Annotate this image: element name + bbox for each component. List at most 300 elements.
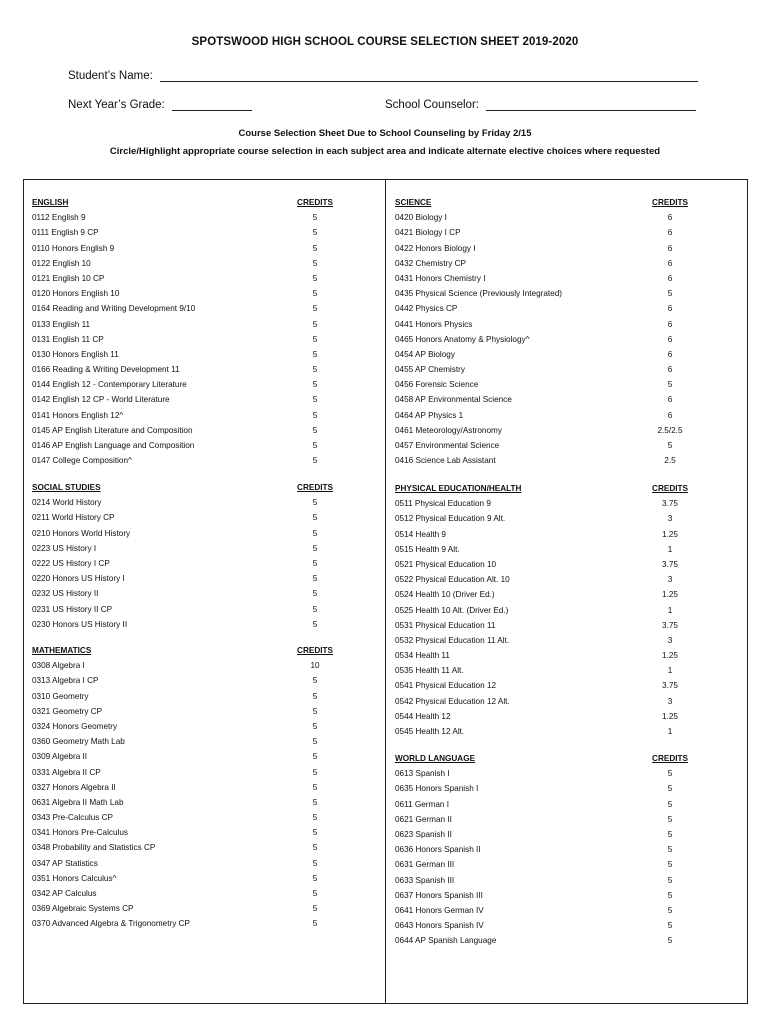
course-row[interactable] bbox=[395, 347, 740, 362]
course-name: 0146 AP English Language and Composition bbox=[32, 441, 195, 450]
course-credits: 5 bbox=[312, 782, 318, 792]
course-name: 0457 Environmental Science bbox=[395, 441, 500, 450]
course-name: 0112 English 9 bbox=[32, 213, 86, 223]
course-row[interactable] bbox=[32, 423, 372, 438]
course-row[interactable] bbox=[32, 765, 372, 780]
course-row[interactable] bbox=[395, 362, 740, 377]
course-name: 0542 Physical Education 12 Alt. bbox=[395, 696, 510, 706]
course-row[interactable] bbox=[395, 286, 740, 301]
course-name: 0521 Physical Education 10 bbox=[395, 559, 497, 569]
course-credits: 1.25 bbox=[662, 711, 678, 721]
course-name: 0343 Pre-Calculus CP bbox=[32, 813, 114, 823]
course-row[interactable] bbox=[395, 392, 740, 407]
english-section bbox=[32, 195, 372, 468]
course-row[interactable] bbox=[32, 526, 372, 541]
course-row[interactable] bbox=[395, 678, 740, 693]
course-row[interactable] bbox=[395, 572, 740, 587]
course-name: 0456 Forensic Science bbox=[395, 380, 479, 390]
course-credits: 6 bbox=[667, 258, 673, 268]
course-credits: 5 bbox=[312, 721, 318, 731]
course-credits: 3 bbox=[667, 514, 673, 524]
section-heading: ENGLISH bbox=[32, 198, 69, 207]
course-row[interactable] bbox=[395, 377, 740, 392]
course-row[interactable] bbox=[395, 423, 740, 438]
course-name: 0230 Honors US History II bbox=[32, 619, 128, 629]
course-credits: 5 bbox=[312, 319, 318, 329]
course-name: 0416 Science Lab Assistant bbox=[395, 456, 496, 466]
course-name: 0524 Health 10 (Driver Ed.) bbox=[395, 590, 495, 600]
course-credits: 6 bbox=[667, 395, 673, 405]
course-credits: 5 bbox=[312, 676, 318, 686]
course-credits: 5 bbox=[312, 752, 318, 762]
course-name: 0465 Honors Anatomy & Physiology^ bbox=[395, 334, 530, 344]
course-name: 0341 Honors Pre-Calculus bbox=[32, 828, 129, 838]
course-name: 0613 Spanish I bbox=[395, 769, 450, 779]
course-row[interactable] bbox=[32, 602, 372, 617]
course-credits: 5 bbox=[312, 273, 318, 283]
course-name: 0166 Reading & Writing Development 11 bbox=[32, 365, 180, 375]
course-name: 0631 German III bbox=[395, 860, 455, 870]
course-row[interactable] bbox=[395, 271, 740, 286]
course-row[interactable] bbox=[395, 618, 740, 633]
course-credits: 5 bbox=[312, 691, 318, 701]
course-credits: 5 bbox=[312, 334, 318, 344]
course-row[interactable] bbox=[395, 888, 740, 903]
course-credits: 5 bbox=[312, 797, 318, 807]
course-name: 0535 Health 11 Alt. bbox=[395, 666, 464, 676]
course-row[interactable] bbox=[32, 749, 372, 764]
course-credits: 5 bbox=[312, 574, 318, 584]
course-name: 0310 Geometry bbox=[32, 691, 89, 701]
course-credits: 5 bbox=[667, 380, 673, 390]
course-credits: 1 bbox=[667, 605, 673, 615]
course-name: 0461 Meteorology/Astronomy bbox=[395, 425, 502, 435]
due-note: Course Selection Sheet Due to School Counseling by Friday 2/15 bbox=[238, 128, 532, 139]
course-row[interactable] bbox=[395, 724, 740, 739]
course-row[interactable] bbox=[32, 438, 372, 453]
course-name: 0636 Honors Spanish II bbox=[395, 845, 481, 855]
course-row[interactable] bbox=[395, 317, 740, 332]
course-row[interactable] bbox=[32, 541, 372, 556]
course-name: 0147 College Composition^ bbox=[32, 456, 132, 466]
course-name: 0633 Spanish III bbox=[395, 875, 455, 885]
credits-heading: CREDITS bbox=[297, 198, 333, 207]
course-name: 0441 Honors Physics bbox=[395, 319, 473, 329]
course-credits: 5 bbox=[312, 843, 318, 853]
counselor-field[interactable] bbox=[385, 99, 696, 111]
course-credits: 10 bbox=[310, 661, 320, 671]
course-row[interactable] bbox=[395, 842, 740, 857]
course-name: 0222 US History I CP bbox=[32, 558, 110, 568]
course-credits: 6 bbox=[667, 228, 673, 238]
course-name: 0220 Honors US History I bbox=[32, 574, 125, 584]
course-row[interactable] bbox=[395, 301, 740, 316]
course-credits: 5 bbox=[312, 243, 318, 253]
course-credits: 5 bbox=[667, 921, 673, 931]
section-heading: SOCIAL STUDIES bbox=[32, 483, 101, 492]
course-credits: 5 bbox=[667, 289, 673, 299]
course-credits: 5 bbox=[312, 828, 318, 838]
course-name: 0522 Physical Education Alt. 10 bbox=[395, 575, 510, 585]
course-name: 0511 Physical Education 9 bbox=[395, 499, 491, 509]
course-credits: 5 bbox=[667, 860, 673, 870]
grade-line[interactable] bbox=[172, 99, 252, 111]
world-language-section bbox=[395, 751, 740, 948]
course-row[interactable] bbox=[32, 347, 372, 362]
course-row[interactable] bbox=[32, 210, 372, 225]
course-credits: 6 bbox=[667, 273, 673, 283]
grade-label: Next Year’s Grade: bbox=[68, 99, 165, 111]
course-name: 0141 Honors English 12^ bbox=[32, 410, 124, 420]
course-credits: 5 bbox=[312, 380, 318, 390]
course-name: 0342 AP Calculus bbox=[32, 889, 97, 898]
course-name: 0369 Algebraic Systems CP bbox=[32, 904, 134, 914]
course-credits: 5 bbox=[312, 425, 318, 435]
course-row[interactable] bbox=[32, 362, 372, 377]
course-name: 0142 English 12 CP - World Literature bbox=[32, 395, 170, 405]
course-credits: 6 bbox=[667, 304, 673, 314]
course-name: 0164 Reading and Writing Development 9/10 bbox=[32, 304, 196, 314]
course-row[interactable] bbox=[32, 795, 372, 810]
course-row[interactable] bbox=[395, 210, 740, 225]
course-credits: 3.75 bbox=[662, 499, 678, 509]
course-row[interactable] bbox=[395, 933, 740, 948]
course-name: 0455 AP Chemistry bbox=[395, 365, 465, 375]
course-credits: 5 bbox=[312, 365, 318, 375]
section-header bbox=[32, 643, 372, 658]
course-credits: 5 bbox=[312, 813, 318, 823]
course-row[interactable] bbox=[32, 286, 372, 301]
course-name: 0370 Advanced Algebra & Trigonometry CP bbox=[32, 919, 190, 929]
course-name: 0525 Health 10 Alt. (Driver Ed.) bbox=[395, 605, 509, 615]
course-credits: 2.5/2.5 bbox=[657, 425, 683, 435]
student-name-line[interactable] bbox=[160, 70, 698, 82]
course-row[interactable] bbox=[395, 438, 740, 453]
course-credits: 2.5 bbox=[664, 456, 676, 466]
credits-heading: CREDITS bbox=[652, 484, 688, 493]
course-credits: 5 bbox=[667, 814, 673, 824]
course-name: 0532 Physical Education 11 Alt. bbox=[395, 635, 510, 645]
course-credits: 5 bbox=[667, 890, 673, 900]
course-row[interactable] bbox=[32, 916, 372, 931]
section-heading: SCIENCE bbox=[395, 198, 432, 207]
course-name: 0531 Physical Education 11 bbox=[395, 620, 496, 630]
course-row[interactable] bbox=[32, 271, 372, 286]
course-row[interactable] bbox=[395, 225, 740, 240]
course-name: 0541 Physical Education 12 bbox=[395, 681, 497, 691]
course-name: 0637 Honors Spanish III bbox=[395, 890, 483, 900]
social-studies-section bbox=[32, 480, 372, 632]
course-name: 0435 Physical Science (Previously Integrated) bbox=[395, 289, 563, 299]
course-row[interactable] bbox=[395, 709, 740, 724]
course-name: 0458 AP Environmental Science bbox=[395, 395, 512, 405]
course-name: 0313 Algebra I CP bbox=[32, 676, 99, 686]
course-name: 0331 Algebra II CP bbox=[32, 767, 101, 777]
instructions-note: Circle/Highlight appropriate course selection in each subject area and indicate alternate elective choices where requested bbox=[109, 146, 661, 157]
course-row[interactable] bbox=[395, 603, 740, 618]
course-row[interactable] bbox=[32, 689, 372, 704]
course-row[interactable] bbox=[32, 617, 372, 632]
course-credits: 6 bbox=[667, 243, 673, 253]
course-credits: 5 bbox=[312, 213, 318, 223]
course-credits: 5 bbox=[312, 410, 318, 420]
credits-heading: CREDITS bbox=[297, 646, 333, 655]
course-name: 0442 Physics CP bbox=[395, 304, 458, 314]
course-credits: 1 bbox=[667, 544, 673, 554]
course-name: 0232 US History II bbox=[32, 589, 99, 599]
course-name: 0347 AP Statistics bbox=[32, 858, 98, 868]
course-row[interactable] bbox=[32, 241, 372, 256]
course-row[interactable] bbox=[395, 918, 740, 933]
course-credits: 3.75 bbox=[662, 620, 678, 630]
course-row[interactable] bbox=[395, 857, 740, 872]
course-name: 0464 AP Physics 1 bbox=[395, 410, 464, 420]
course-name: 0223 US History I bbox=[32, 543, 97, 553]
student-name-field[interactable] bbox=[68, 70, 698, 82]
page-title: SPOTSWOOD HIGH SCHOOL COURSE SELECTION SHEET 2019-2020 bbox=[191, 36, 579, 48]
course-row[interactable] bbox=[395, 903, 740, 918]
course-row[interactable] bbox=[32, 392, 372, 407]
course-credits: 5 bbox=[312, 528, 318, 538]
credits-heading: CREDITS bbox=[297, 483, 333, 492]
section-heading: PHYSICAL EDUCATION/HEALTH bbox=[395, 484, 522, 493]
course-row[interactable] bbox=[32, 719, 372, 734]
course-name: 0308 Algebra I bbox=[32, 661, 85, 671]
course-row[interactable] bbox=[32, 256, 372, 271]
course-row[interactable] bbox=[395, 663, 740, 678]
course-row[interactable] bbox=[395, 408, 740, 423]
course-name: 0611 German I bbox=[395, 799, 450, 809]
course-name: 0321 Geometry CP bbox=[32, 706, 103, 716]
course-name: 0111 English 9 CP bbox=[32, 228, 99, 238]
section-heading: WORLD LANGUAGE bbox=[395, 754, 476, 763]
counselor-label: School Counselor: bbox=[385, 99, 479, 111]
course-credits: 1 bbox=[667, 727, 673, 736]
course-credits: 5 bbox=[312, 889, 318, 898]
course-row[interactable] bbox=[32, 840, 372, 855]
course-name: 0348 Probability and Statistics CP bbox=[32, 843, 156, 853]
course-row[interactable] bbox=[32, 780, 372, 795]
course-row[interactable] bbox=[395, 827, 740, 842]
course-row[interactable] bbox=[395, 694, 740, 709]
course-credits: 5 bbox=[312, 904, 318, 914]
course-row[interactable] bbox=[395, 527, 740, 542]
course-credits: 3.75 bbox=[662, 681, 678, 691]
course-credits: 5 bbox=[312, 919, 318, 929]
course-row[interactable] bbox=[395, 873, 740, 888]
course-credits: 5 bbox=[312, 349, 318, 359]
course-row[interactable] bbox=[32, 453, 372, 468]
course-name: 0131 English 11 CP bbox=[32, 334, 104, 344]
course-name: 0214 World History bbox=[32, 498, 102, 508]
course-row[interactable] bbox=[32, 301, 372, 316]
course-row[interactable] bbox=[395, 797, 740, 812]
course-row[interactable] bbox=[395, 557, 740, 572]
course-credits: 5 bbox=[312, 589, 318, 599]
course-row[interactable] bbox=[32, 856, 372, 871]
course-row[interactable] bbox=[32, 901, 372, 916]
course-credits: 5 bbox=[312, 456, 318, 466]
counselor-line[interactable] bbox=[486, 99, 696, 111]
course-name: 0635 Honors Spanish I bbox=[395, 784, 479, 794]
course-name: 0327 Honors Algebra II bbox=[32, 782, 116, 792]
course-name: 0309 Algebra II bbox=[32, 752, 88, 762]
course-credits: 5 bbox=[312, 441, 318, 450]
course-credits: 5 bbox=[667, 799, 673, 809]
course-row[interactable] bbox=[32, 886, 372, 901]
course-row[interactable] bbox=[32, 673, 372, 688]
course-credits: 5 bbox=[667, 936, 673, 946]
course-row[interactable] bbox=[32, 225, 372, 240]
course-name: 0621 German II bbox=[395, 814, 452, 824]
course-name: 0643 Honors Spanish IV bbox=[395, 921, 484, 931]
course-credits: 5 bbox=[312, 543, 318, 553]
course-row[interactable] bbox=[32, 825, 372, 840]
section-header bbox=[32, 480, 372, 495]
course-row[interactable] bbox=[32, 871, 372, 886]
course-credits: 6 bbox=[667, 365, 673, 375]
course-row[interactable] bbox=[32, 332, 372, 347]
course-credits: 5 bbox=[312, 498, 318, 508]
course-credits: 5 bbox=[312, 706, 318, 716]
course-credits: 5 bbox=[312, 558, 318, 568]
course-row[interactable] bbox=[32, 586, 372, 601]
course-row[interactable] bbox=[32, 556, 372, 571]
course-name: 0231 US History II CP bbox=[32, 604, 113, 614]
course-row[interactable] bbox=[395, 633, 740, 648]
course-name: 0512 Physical Education 9 Alt. bbox=[395, 514, 506, 524]
student-name-label: Student’s Name: bbox=[68, 70, 153, 82]
course-row[interactable] bbox=[395, 332, 740, 347]
section-heading: MATHEMATICS bbox=[32, 646, 92, 655]
course-name: 0432 Chemistry CP bbox=[395, 258, 466, 268]
course-name: 0515 Health 9 Alt. bbox=[395, 544, 460, 554]
course-name: 0454 AP Biology bbox=[395, 349, 455, 359]
course-name: 0120 Honors English 10 bbox=[32, 289, 120, 299]
credits-heading: CREDITS bbox=[652, 754, 688, 763]
course-credits: 5 bbox=[312, 619, 318, 629]
course-row[interactable] bbox=[395, 542, 740, 557]
course-row[interactable] bbox=[32, 510, 372, 525]
course-row[interactable] bbox=[32, 377, 372, 392]
course-credits: 5 bbox=[667, 875, 673, 885]
course-credits: 5 bbox=[312, 258, 318, 268]
course-name: 0421 Biology I CP bbox=[395, 228, 461, 238]
section-header bbox=[395, 195, 740, 210]
section-header bbox=[395, 751, 740, 766]
section-header bbox=[395, 481, 740, 496]
course-credits: 5 bbox=[312, 304, 318, 314]
course-row[interactable] bbox=[32, 810, 372, 825]
course-credits: 5 bbox=[312, 604, 318, 614]
course-row[interactable] bbox=[395, 648, 740, 663]
course-row[interactable] bbox=[395, 496, 740, 511]
course-name: 0133 English 11 bbox=[32, 319, 91, 329]
course-name: 0360 Geometry Math Lab bbox=[32, 737, 125, 747]
course-credits: 5 bbox=[667, 769, 673, 779]
course-credits: 6 bbox=[667, 349, 673, 359]
course-row[interactable] bbox=[32, 658, 372, 673]
credits-heading: CREDITS bbox=[652, 198, 688, 207]
course-row[interactable] bbox=[395, 812, 740, 827]
course-name: 0534 Health 11 bbox=[395, 651, 450, 661]
course-credits: 1.25 bbox=[662, 651, 678, 661]
course-name: 0121 English 10 CP bbox=[32, 273, 105, 283]
course-name: 0641 Honors German IV bbox=[395, 905, 484, 915]
course-credits: 3 bbox=[667, 575, 673, 585]
course-credits: 3 bbox=[667, 696, 673, 706]
course-name: 0211 World History CP bbox=[32, 513, 115, 523]
course-row[interactable] bbox=[32, 495, 372, 510]
pe-health-section bbox=[395, 481, 740, 739]
course-row[interactable] bbox=[395, 781, 740, 796]
course-row[interactable] bbox=[32, 704, 372, 719]
course-credits: 5 bbox=[312, 873, 318, 883]
course-name: 0514 Health 9 bbox=[395, 529, 446, 539]
course-name: 0210 Honors World History bbox=[32, 528, 131, 538]
course-credits: 6 bbox=[667, 410, 673, 420]
mathematics-section bbox=[32, 643, 372, 932]
course-name: 0110 Honors English 9 bbox=[32, 243, 115, 253]
course-row[interactable] bbox=[32, 408, 372, 423]
course-credits: 5 bbox=[667, 784, 673, 794]
course-credits: 6 bbox=[667, 319, 673, 329]
course-credits: 1.25 bbox=[662, 529, 678, 539]
course-credits: 5 bbox=[312, 858, 318, 868]
course-credits: 5 bbox=[312, 767, 318, 777]
section-header bbox=[32, 195, 372, 210]
grade-field[interactable] bbox=[68, 99, 252, 111]
course-name: 0545 Health 12 Alt. bbox=[395, 727, 465, 736]
course-name: 0644 AP Spanish Language bbox=[395, 936, 497, 946]
course-credits: 5 bbox=[667, 441, 673, 450]
course-credits: 1 bbox=[667, 666, 673, 676]
course-credits: 5 bbox=[667, 905, 673, 915]
course-name: 0623 Spanish II bbox=[395, 829, 452, 839]
course-credits: 3 bbox=[667, 635, 673, 645]
course-credits: 6 bbox=[667, 213, 673, 223]
column-divider bbox=[385, 179, 386, 1004]
course-name: 0324 Honors Geometry bbox=[32, 721, 118, 731]
course-row[interactable] bbox=[395, 241, 740, 256]
course-credits: 5 bbox=[312, 228, 318, 238]
course-name: 0130 Honors English 11 bbox=[32, 349, 119, 359]
course-row[interactable] bbox=[395, 256, 740, 271]
course-row[interactable] bbox=[395, 587, 740, 602]
course-credits: 6 bbox=[667, 334, 673, 344]
course-credits: 5 bbox=[312, 289, 318, 299]
course-name: 0544 Health 12 bbox=[395, 711, 451, 721]
course-name: 0631 Algebra II Math Lab bbox=[32, 797, 124, 807]
course-credits: 5 bbox=[312, 737, 318, 747]
course-name: 0420 Biology I bbox=[395, 213, 447, 223]
course-row[interactable] bbox=[395, 453, 740, 468]
science-section bbox=[395, 195, 740, 468]
course-credits: 5 bbox=[312, 395, 318, 405]
course-name: 0351 Honors Calculus^ bbox=[32, 873, 117, 883]
course-row[interactable] bbox=[32, 317, 372, 332]
course-row[interactable] bbox=[32, 734, 372, 749]
course-name: 0122 English 10 bbox=[32, 258, 91, 268]
course-credits: 3.75 bbox=[662, 559, 678, 569]
course-credits: 1.25 bbox=[662, 590, 678, 600]
course-row[interactable] bbox=[395, 511, 740, 526]
course-name: 0431 Honors Chemistry I bbox=[395, 273, 486, 283]
course-name: 0144 English 12 - Contemporary Literature bbox=[32, 380, 187, 390]
course-credits: 5 bbox=[667, 845, 673, 855]
course-row[interactable] bbox=[395, 766, 740, 781]
course-row[interactable] bbox=[32, 571, 372, 586]
